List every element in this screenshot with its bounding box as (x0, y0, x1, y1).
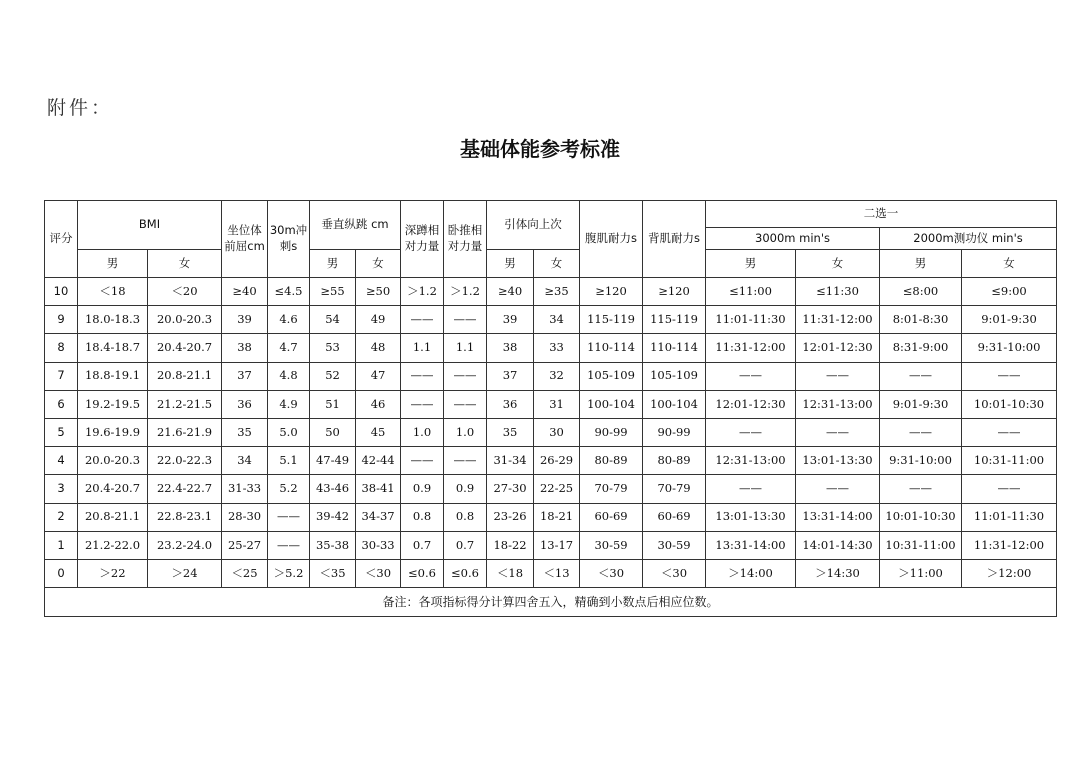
table-row (45, 390, 1057, 418)
table-cell: 51 (310, 390, 356, 418)
table-cell: 10:01-10:30 (962, 390, 1057, 418)
table-cell: 30-59 (643, 531, 706, 559)
table-cell: 70-79 (643, 475, 706, 503)
score-cell: 7 (45, 362, 78, 390)
table-cell: 48 (356, 334, 401, 362)
table-cell: 54 (310, 306, 356, 334)
table-cell: ≤0.6 (401, 559, 444, 587)
fitness-standards-table (44, 200, 1057, 617)
header-3000m-male: 男 (706, 250, 796, 278)
score-cell: 6 (45, 390, 78, 418)
table-cell: 4.8 (268, 362, 310, 390)
table-cell: 5.2 (268, 475, 310, 503)
table-body (45, 278, 1057, 617)
table-cell: —— (706, 362, 796, 390)
table-cell: 53 (310, 334, 356, 362)
table-cell: ＞14:00 (706, 559, 796, 587)
header-pullup: 引体向上次 (487, 201, 580, 250)
header-squat: 深蹲相对力量 (401, 201, 444, 278)
table-cell: —— (401, 362, 444, 390)
footnote: 备注：各项指标得分计算四舍五入，精确到小数点后相应位数。 (45, 588, 1057, 617)
table-cell: 26-29 (534, 447, 580, 475)
table-cell: 10:01-10:30 (880, 503, 962, 531)
table-cell: 21.2-21.5 (148, 390, 222, 418)
table-cell: —— (796, 475, 880, 503)
table-cell: —— (880, 475, 962, 503)
table-cell: 5.0 (268, 418, 310, 446)
table-cell: 31 (534, 390, 580, 418)
table-cell: —— (444, 306, 487, 334)
table-cell: 39 (487, 306, 534, 334)
table-cell: 46 (356, 390, 401, 418)
table-cell: 35 (222, 418, 268, 446)
score-cell: 4 (45, 447, 78, 475)
table-cell: 38-41 (356, 475, 401, 503)
table-cell: —— (962, 475, 1057, 503)
table-cell: 47-49 (310, 447, 356, 475)
table-row (45, 418, 1057, 446)
table-cell: 20.8-21.1 (148, 362, 222, 390)
header-bench: 卧推相对力量 (444, 201, 487, 278)
table-cell: 42-44 (356, 447, 401, 475)
table-cell: 37 (222, 362, 268, 390)
table-cell: 23.2-24.0 (148, 531, 222, 559)
table-cell: 0.8 (401, 503, 444, 531)
table-cell: 45 (356, 418, 401, 446)
table-cell: 9:31-10:00 (962, 334, 1057, 362)
score-cell: 10 (45, 278, 78, 306)
header-jump-female: 女 (356, 250, 401, 278)
table-cell: —— (706, 418, 796, 446)
table-cell: 31-34 (487, 447, 534, 475)
table-row (45, 559, 1057, 587)
score-cell: 3 (45, 475, 78, 503)
table-cell: 19.6-19.9 (78, 418, 148, 446)
table-cell: ≥50 (356, 278, 401, 306)
table-cell: 4.7 (268, 334, 310, 362)
table-cell: 38 (487, 334, 534, 362)
table-cell: —— (401, 390, 444, 418)
header-score: 评分 (45, 201, 78, 278)
table-cell: ＞14:30 (796, 559, 880, 587)
table-cell: 13:31-14:00 (706, 531, 796, 559)
table-cell: 21.2-22.0 (78, 531, 148, 559)
table-cell: 80-89 (580, 447, 643, 475)
table-row (45, 475, 1057, 503)
table-cell: 34 (534, 306, 580, 334)
table-cell: 1.1 (444, 334, 487, 362)
table-cell: 13:31-14:00 (796, 503, 880, 531)
table-cell: ≤0.6 (444, 559, 487, 587)
table-cell: 115-119 (580, 306, 643, 334)
table-cell: 12:01-12:30 (796, 334, 880, 362)
header-pullup-male: 男 (487, 250, 534, 278)
table-cell: 30-59 (580, 531, 643, 559)
table-cell: 35-38 (310, 531, 356, 559)
table-cell: 90-99 (580, 418, 643, 446)
table-cell: 20.4-20.7 (148, 334, 222, 362)
table-cell: 18-21 (534, 503, 580, 531)
table-cell: 13:01-13:30 (706, 503, 796, 531)
table-cell: 18.4-18.7 (78, 334, 148, 362)
document-title: 基础体能参考标准 (460, 137, 620, 161)
table-cell: 23-26 (487, 503, 534, 531)
table-cell: 4.6 (268, 306, 310, 334)
table-cell: —— (962, 418, 1057, 446)
header-back: 背肌耐力s (643, 201, 706, 278)
table-cell: 25-27 (222, 531, 268, 559)
table-cell: —— (796, 418, 880, 446)
table-cell: 13-17 (534, 531, 580, 559)
table-cell: 18.0-18.3 (78, 306, 148, 334)
table-cell: 1.0 (444, 418, 487, 446)
header-jump-male: 男 (310, 250, 356, 278)
table-cell: 18-22 (487, 531, 534, 559)
table-cell: ＜13 (534, 559, 580, 587)
table-cell: ≤11:30 (796, 278, 880, 306)
score-cell: 0 (45, 559, 78, 587)
header-3000m-female: 女 (796, 250, 880, 278)
table-cell: 8:31-9:00 (880, 334, 962, 362)
header-2000m-female: 女 (962, 250, 1057, 278)
table-cell: 32 (534, 362, 580, 390)
table-cell: ≥120 (643, 278, 706, 306)
table-cell: 11:31-12:00 (706, 334, 796, 362)
table-cell: 60-69 (580, 503, 643, 531)
table-cell: 34-37 (356, 503, 401, 531)
table-cell: 50 (310, 418, 356, 446)
table-cell: ≤4.5 (268, 278, 310, 306)
header-2000m-ergo: 2000m测功仪 min's (880, 228, 1057, 250)
header-3000m: 3000m min's (706, 228, 880, 250)
table-row (45, 278, 1057, 306)
table-cell: ＞5.2 (268, 559, 310, 587)
table-cell: 11:01-11:30 (706, 306, 796, 334)
table-cell: —— (268, 503, 310, 531)
header-sprint: 30m冲刺s (268, 201, 310, 278)
table-cell: —— (268, 531, 310, 559)
table-cell: 0.9 (444, 475, 487, 503)
table-cell: 9:31-10:00 (880, 447, 962, 475)
table-cell: —— (706, 475, 796, 503)
table-cell: 110-114 (643, 334, 706, 362)
table-cell: 105-109 (580, 362, 643, 390)
table-row (45, 447, 1057, 475)
table-cell: 35 (487, 418, 534, 446)
table-cell: 39 (222, 306, 268, 334)
table-cell: 36 (222, 390, 268, 418)
table-cell: ＜18 (78, 278, 148, 306)
table-cell: 14:01-14:30 (796, 531, 880, 559)
table-cell: 8:01-8:30 (880, 306, 962, 334)
table-row (45, 362, 1057, 390)
score-cell: 5 (45, 418, 78, 446)
table-row (45, 531, 1057, 559)
table-cell: —— (796, 362, 880, 390)
table-cell: ≤8:00 (880, 278, 962, 306)
table-cell: 12:31-13:00 (706, 447, 796, 475)
table-cell: 100-104 (643, 390, 706, 418)
table-cell: —— (401, 306, 444, 334)
table-cell: —— (444, 362, 487, 390)
table-cell: —— (444, 390, 487, 418)
table-cell: 27-30 (487, 475, 534, 503)
table-cell: 43-46 (310, 475, 356, 503)
header-bmi-male: 男 (78, 250, 148, 278)
table-cell: ＜30 (580, 559, 643, 587)
table-cell: —— (962, 362, 1057, 390)
header-choose-one: 二选一 (706, 201, 1057, 228)
table-cell: 12:31-13:00 (796, 390, 880, 418)
score-cell: 8 (45, 334, 78, 362)
table-cell: 10:31-11:00 (962, 447, 1057, 475)
table-cell: ＞11:00 (880, 559, 962, 587)
table-cell: 0.9 (401, 475, 444, 503)
table-cell: 13:01-13:30 (796, 447, 880, 475)
table-cell: —— (401, 447, 444, 475)
table-cell: 31-33 (222, 475, 268, 503)
table-cell: ＜30 (643, 559, 706, 587)
table-cell: 0.7 (401, 531, 444, 559)
table-cell: 20.0-20.3 (78, 447, 148, 475)
table-cell: ＜25 (222, 559, 268, 587)
table-cell: ＜18 (487, 559, 534, 587)
table-cell: 105-109 (643, 362, 706, 390)
table-cell: 20.0-20.3 (148, 306, 222, 334)
table-cell: ＞1.2 (401, 278, 444, 306)
table-cell: ≥35 (534, 278, 580, 306)
header-pullup-female: 女 (534, 250, 580, 278)
table-cell: 9:01-9:30 (962, 306, 1057, 334)
table-cell: ≤11:00 (706, 278, 796, 306)
table-cell: ≤9:00 (962, 278, 1057, 306)
table-cell: 22.4-22.7 (148, 475, 222, 503)
table-cell: ＜30 (356, 559, 401, 587)
table-cell: 100-104 (580, 390, 643, 418)
table-row (45, 306, 1057, 334)
header-2000m-male: 男 (880, 250, 962, 278)
table-cell: 36 (487, 390, 534, 418)
table-cell: 22.0-22.3 (148, 447, 222, 475)
table-cell: 0.8 (444, 503, 487, 531)
table-row (45, 503, 1057, 531)
table-cell: 38 (222, 334, 268, 362)
table-cell: 34 (222, 447, 268, 475)
table-cell: 20.8-21.1 (78, 503, 148, 531)
table-cell: ＞22 (78, 559, 148, 587)
table-cell: 10:31-11:00 (880, 531, 962, 559)
header-sit-reach: 坐位体前屈cm (222, 201, 268, 278)
table-cell: 39-42 (310, 503, 356, 531)
table-cell: 0.7 (444, 531, 487, 559)
table-cell: 30 (534, 418, 580, 446)
score-cell: 9 (45, 306, 78, 334)
table-cell: 110-114 (580, 334, 643, 362)
table-cell: ＞24 (148, 559, 222, 587)
table-cell: 80-89 (643, 447, 706, 475)
score-cell: 1 (45, 531, 78, 559)
table-row (45, 334, 1057, 362)
table-cell: 12:01-12:30 (706, 390, 796, 418)
table-cell: 5.1 (268, 447, 310, 475)
header-abs: 腹肌耐力s (580, 201, 643, 278)
table-cell: 70-79 (580, 475, 643, 503)
table-cell: 9:01-9:30 (880, 390, 962, 418)
table-cell: 11:31-12:00 (962, 531, 1057, 559)
table-cell: 1.0 (401, 418, 444, 446)
table-cell: 20.4-20.7 (78, 475, 148, 503)
table-cell: 33 (534, 334, 580, 362)
table-cell: 21.6-21.9 (148, 418, 222, 446)
table-cell: 90-99 (643, 418, 706, 446)
header-bmi: BMI (78, 201, 222, 250)
table-cell: 60-69 (643, 503, 706, 531)
table-cell: 11:01-11:30 (962, 503, 1057, 531)
score-cell: 2 (45, 503, 78, 531)
table-cell: 1.1 (401, 334, 444, 362)
table-cell: 19.2-19.5 (78, 390, 148, 418)
table-cell: 22-25 (534, 475, 580, 503)
table-cell: 22.8-23.1 (148, 503, 222, 531)
table-cell: —— (444, 447, 487, 475)
table-cell: —— (880, 418, 962, 446)
header-vertical-jump: 垂直纵跳 cm (310, 201, 401, 250)
table-cell: ＜20 (148, 278, 222, 306)
table-cell: 11:31-12:00 (796, 306, 880, 334)
table-cell: ＞1.2 (444, 278, 487, 306)
table-cell: 37 (487, 362, 534, 390)
table-cell: ≥120 (580, 278, 643, 306)
table-cell: 28-30 (222, 503, 268, 531)
table-cell: ≥40 (487, 278, 534, 306)
table-cell: 52 (310, 362, 356, 390)
table-cell: 4.9 (268, 390, 310, 418)
table-cell: 30-33 (356, 531, 401, 559)
table-cell: ≥40 (222, 278, 268, 306)
table-cell: 115-119 (643, 306, 706, 334)
table-cell: ≥55 (310, 278, 356, 306)
table-cell: —— (880, 362, 962, 390)
table-cell: 49 (356, 306, 401, 334)
table-cell: 18.8-19.1 (78, 362, 148, 390)
table-cell: 47 (356, 362, 401, 390)
table-cell: ＞12:00 (962, 559, 1057, 587)
attachment-label: 附件： (47, 97, 114, 119)
header-bmi-female: 女 (148, 250, 222, 278)
table-cell: ＜35 (310, 559, 356, 587)
